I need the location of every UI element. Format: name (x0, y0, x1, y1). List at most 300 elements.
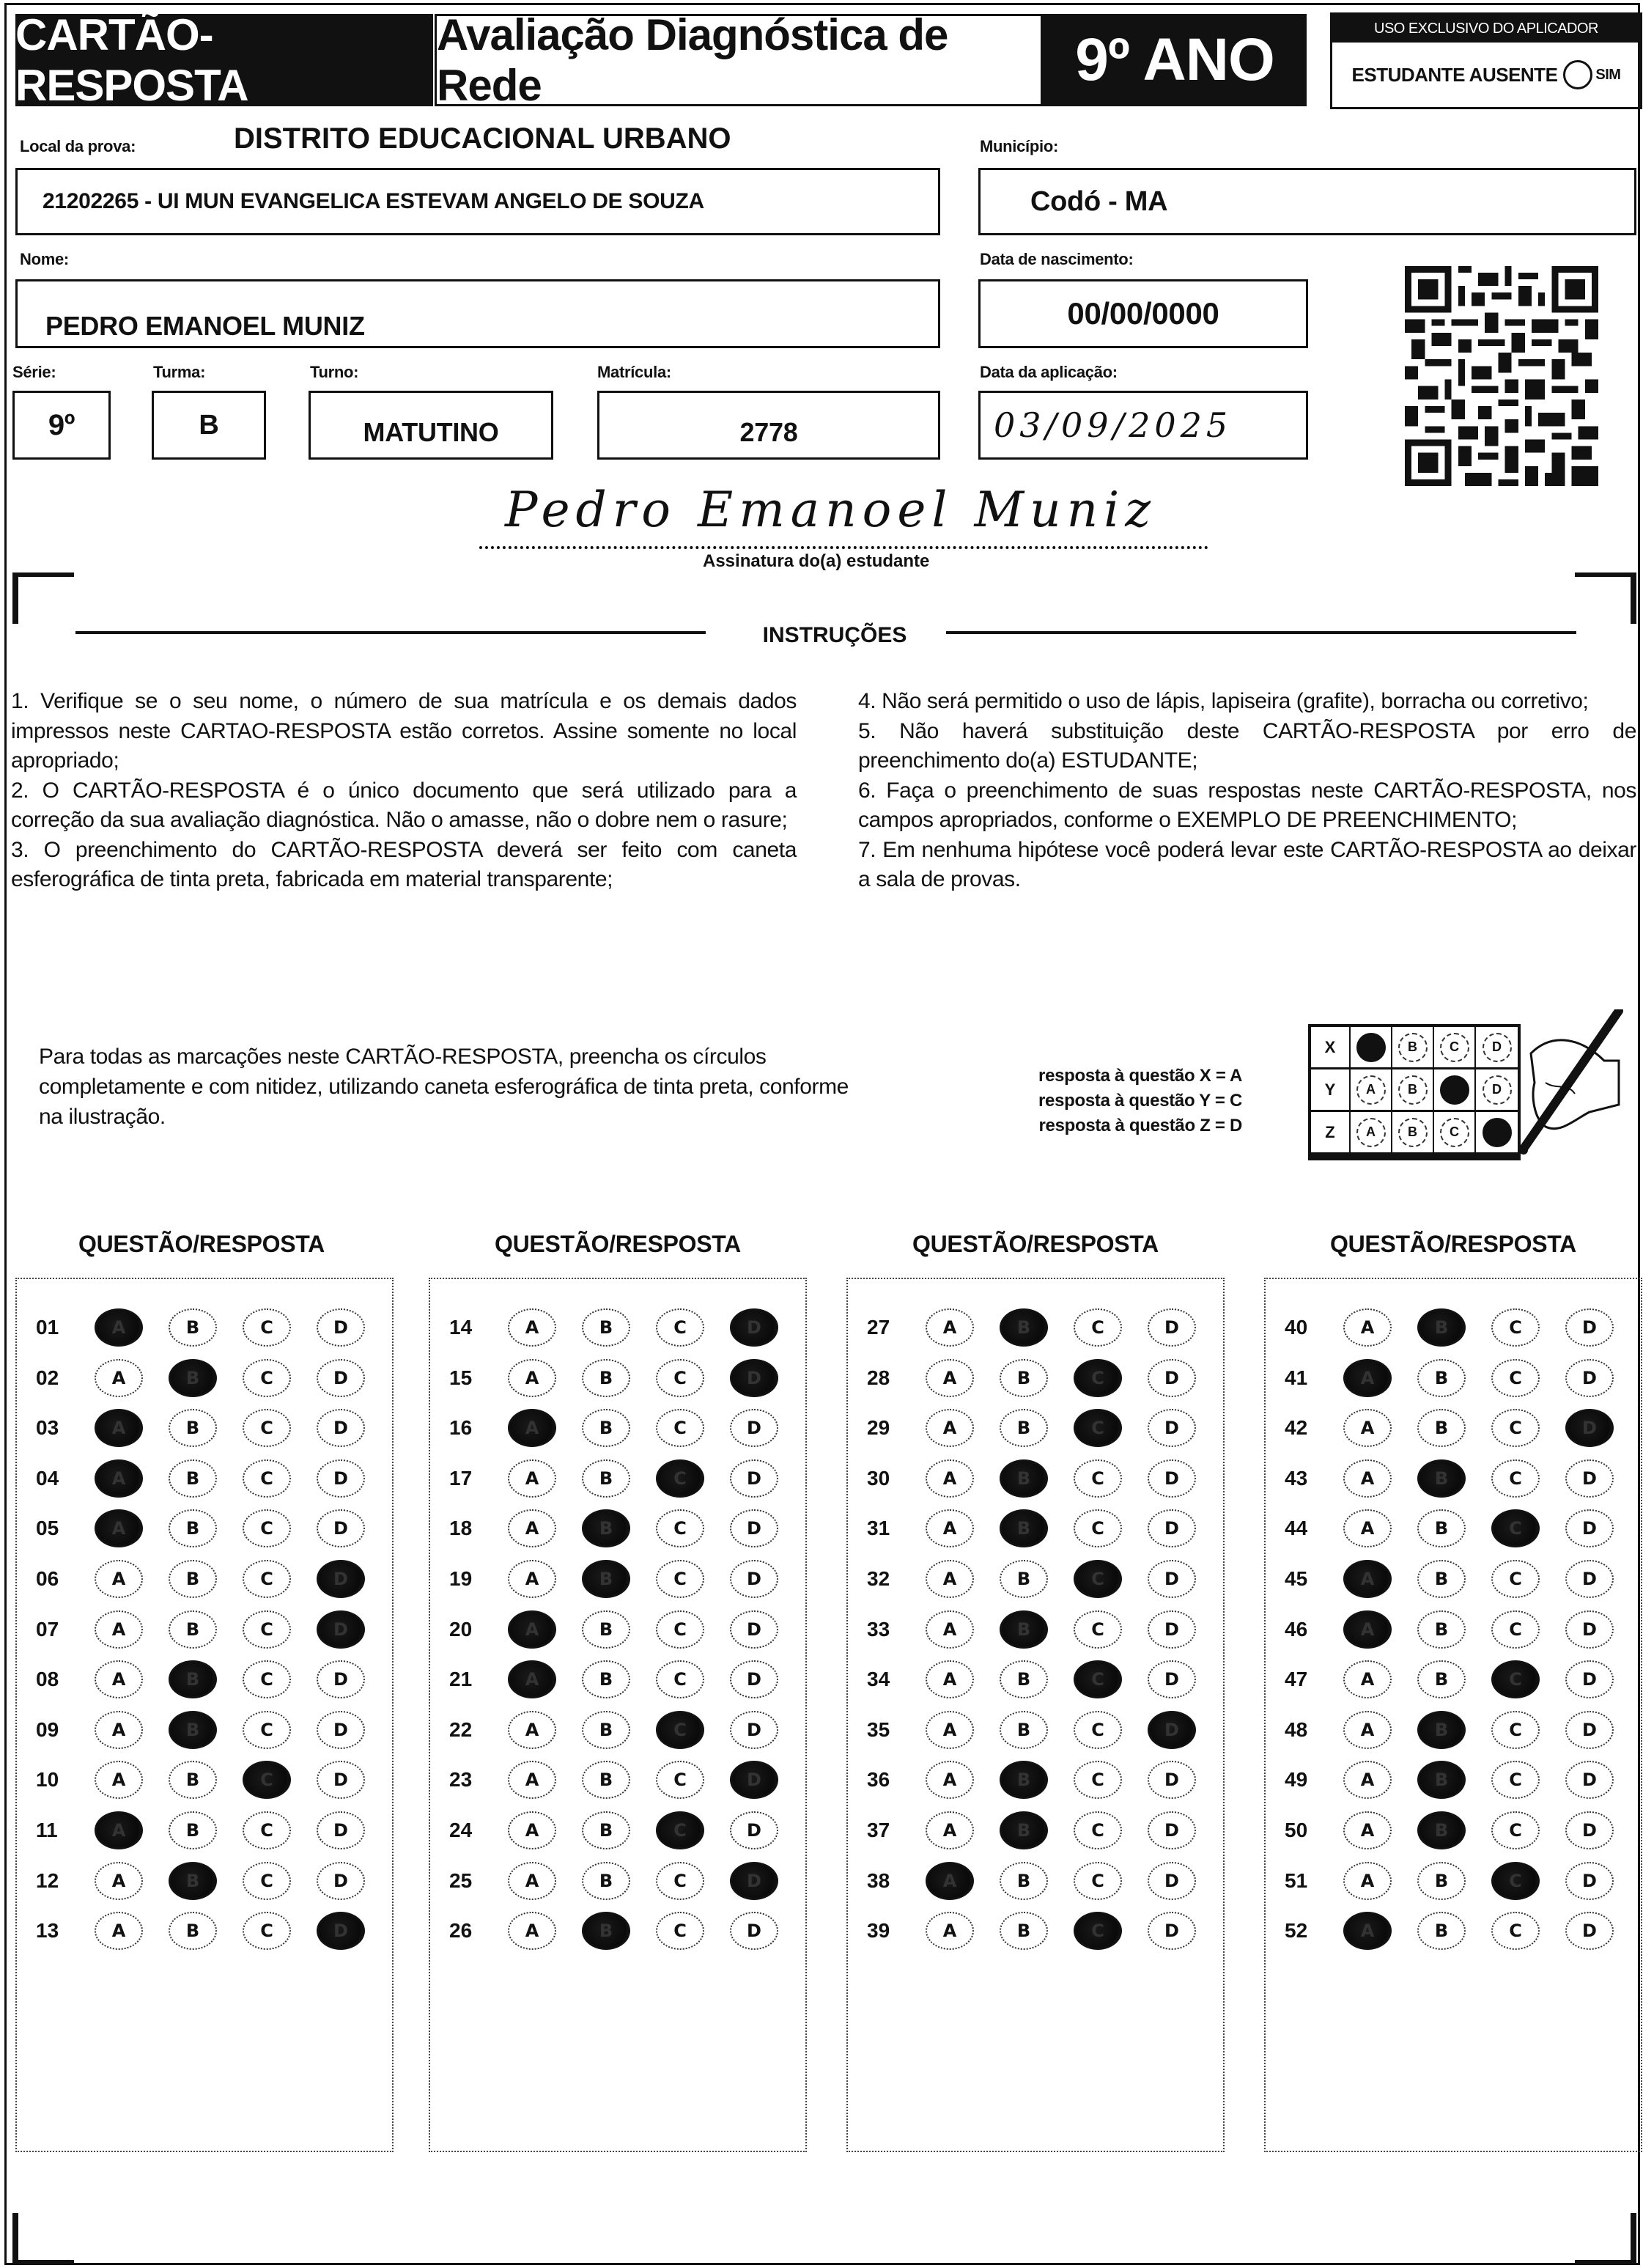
answer-bubble-b[interactable]: B (1000, 1912, 1048, 1950)
answer-bubble-d[interactable]: D (730, 1811, 778, 1849)
answer-bubble-b[interactable]: B (582, 1409, 630, 1447)
answer-bubble-a[interactable]: A (95, 1409, 143, 1447)
answer-bubble-c[interactable]: C (1491, 1409, 1540, 1447)
answer-bubble-b[interactable]: B (582, 1359, 630, 1397)
answer-bubble-a[interactable]: A (508, 1509, 556, 1547)
answer-bubble-a[interactable]: A (1343, 1509, 1392, 1547)
example-bubble: D (1483, 1075, 1512, 1105)
question-number: 34 (867, 1668, 890, 1691)
answer-bubble-b[interactable]: B (1417, 1459, 1466, 1498)
answer-bubble-c[interactable]: C (1491, 1711, 1540, 1749)
answer-bubble-a[interactable]: A (95, 1308, 143, 1347)
answer-bubble-d[interactable]: D (1565, 1761, 1614, 1799)
answer-bubble-d[interactable]: D (317, 1359, 365, 1397)
answer-bubble-b[interactable]: B (169, 1811, 217, 1849)
answer-bubble-a[interactable]: A (926, 1560, 974, 1598)
answer-bubble-d[interactable]: D (317, 1560, 365, 1598)
answer-bubble-c[interactable]: C (656, 1308, 704, 1347)
answer-bubble-b[interactable]: B (1000, 1610, 1048, 1649)
instructions-rule-left (75, 631, 706, 634)
answer-bubble-d[interactable]: D (1148, 1711, 1196, 1749)
answer-bubble-a[interactable]: A (95, 1761, 143, 1799)
question-number: 21 (449, 1668, 473, 1691)
instruction-item: 6. Faça o preenchimento de suas respostas neste CARTÃO-RESPOSTA, nos campos apropriados, conforme o EXEMPLO DE PREENCHIMENTO; (858, 778, 1636, 832)
instructions-left-column (11, 687, 797, 895)
answer-bubble-a[interactable]: A (508, 1308, 556, 1347)
answer-bubble-d[interactable]: D (317, 1459, 365, 1498)
answer-bubble-c[interactable]: C (1074, 1560, 1122, 1598)
example-legend-line: resposta à questão X = A (1038, 1066, 1243, 1086)
answer-bubble-d[interactable]: D (1148, 1912, 1196, 1950)
answer-bubble-c[interactable]: C (1491, 1509, 1540, 1547)
answer-bubble-d[interactable]: D (730, 1610, 778, 1649)
answer-bubble-d[interactable]: D (1565, 1811, 1614, 1849)
answer-bubble-c[interactable]: C (1074, 1912, 1122, 1950)
answer-bubble-d[interactable]: D (730, 1862, 778, 1900)
answer-bubble-c[interactable]: C (243, 1610, 291, 1649)
answer-bubble-b[interactable]: B (582, 1459, 630, 1498)
answer-bubble-a[interactable]: A (95, 1560, 143, 1598)
answer-bubble-c[interactable]: C (656, 1711, 704, 1749)
answer-bubble-a[interactable]: A (1343, 1660, 1392, 1698)
question-row (848, 1457, 1223, 1501)
answer-bubble-d[interactable]: D (1565, 1409, 1614, 1447)
answer-bubble-b[interactable]: B (169, 1560, 217, 1598)
question-row (848, 1506, 1223, 1550)
answer-bubble-b[interactable]: B (169, 1459, 217, 1498)
question-row (430, 1608, 805, 1652)
answer-bubble-a[interactable]: A (508, 1660, 556, 1698)
answer-bubble-a[interactable]: A (1343, 1308, 1392, 1347)
answer-bubble-c[interactable]: C (1074, 1811, 1122, 1849)
answer-bubble-b[interactable]: B (1000, 1660, 1048, 1698)
answer-bubble-c[interactable]: C (1491, 1912, 1540, 1950)
answer-bubble-d[interactable]: D (1148, 1459, 1196, 1498)
answer-bubble-c[interactable]: C (1074, 1761, 1122, 1799)
column-header: QUESTÃO/RESPOSTA (912, 1231, 1159, 1257)
answer-bubble-d[interactable]: D (317, 1862, 365, 1900)
answer-bubble-b[interactable]: B (1417, 1560, 1466, 1598)
answer-bubble-b[interactable]: B (1417, 1509, 1466, 1547)
answer-column-2 (429, 1278, 807, 2152)
answer-bubble-b[interactable]: B (1000, 1761, 1048, 1799)
answer-bubble-c[interactable]: C (243, 1409, 291, 1447)
answer-bubble-c[interactable]: C (243, 1509, 291, 1547)
example-bubble: B (1398, 1075, 1428, 1105)
serie-label: Série: (12, 363, 56, 381)
answer-bubble-c[interactable]: C (1491, 1811, 1540, 1849)
question-row (1266, 1758, 1641, 1802)
serie-field (12, 391, 111, 460)
answer-bubble-a[interactable]: A (95, 1660, 143, 1698)
answer-bubble-b[interactable]: B (1000, 1862, 1048, 1900)
nascimento-label: Data de nascimento: (980, 250, 1134, 268)
answer-bubble-d[interactable]: D (1565, 1660, 1614, 1698)
answer-bubble-c[interactable]: C (1074, 1711, 1122, 1749)
question-number: 07 (36, 1617, 59, 1641)
question-number: 37 (867, 1819, 890, 1841)
answer-bubble-d[interactable]: D (1148, 1862, 1196, 1900)
answer-bubble-b[interactable]: B (169, 1711, 217, 1749)
answer-bubble-c[interactable]: C (1491, 1660, 1540, 1698)
answer-bubble-a[interactable]: A (926, 1610, 974, 1649)
matricula-value: 2778 (739, 417, 798, 447)
answer-bubble-a[interactable]: A (926, 1409, 974, 1447)
answer-bubble-b[interactable]: B (1417, 1761, 1466, 1799)
answer-bubble-c[interactable]: C (1074, 1660, 1122, 1698)
answer-bubble-d[interactable]: D (1565, 1560, 1614, 1598)
answer-bubble-b[interactable]: B (1000, 1359, 1048, 1397)
question-row (430, 1909, 805, 1953)
answer-bubble-a[interactable]: A (508, 1610, 556, 1649)
turma-label: Turma: (153, 363, 206, 381)
instruction-item: 1. Verifique se o seu nome, o número de sua matrícula e os demais dados impressos neste CARTAO-RESPOSTA estão corretos. Assine somente no local apropriado; (11, 689, 797, 773)
question-number: 05 (36, 1517, 59, 1540)
signature-caption: Assinatura do(a) estudante (703, 551, 930, 571)
question-number: 27 (867, 1316, 890, 1339)
answer-bubble-a[interactable]: A (926, 1862, 974, 1900)
answer-bubble-c[interactable]: C (656, 1409, 704, 1447)
question-row (1266, 1506, 1641, 1550)
answer-bubble-b[interactable]: B (1417, 1811, 1466, 1849)
answer-bubble-b[interactable]: B (1000, 1509, 1048, 1547)
answer-bubble-b[interactable]: B (169, 1862, 217, 1900)
answer-bubble-d[interactable]: D (1148, 1660, 1196, 1698)
answer-bubble-c[interactable]: C (243, 1308, 291, 1347)
turno-field (309, 391, 553, 460)
answer-bubble-b[interactable]: B (169, 1509, 217, 1547)
signature-line[interactable] (479, 546, 1208, 549)
answer-bubble-b[interactable]: B (582, 1711, 630, 1749)
answer-bubble-a[interactable]: A (1343, 1409, 1392, 1447)
answer-bubble-a[interactable]: A (926, 1359, 974, 1397)
answer-bubble-b[interactable]: B (1417, 1359, 1466, 1397)
answer-bubble-a[interactable]: A (1343, 1761, 1392, 1799)
answer-bubble-b[interactable]: B (1000, 1711, 1048, 1749)
municipio-label: Município: (980, 137, 1058, 155)
instruction-item: 2. O CARTÃO-RESPOSTA é o único documento que será utilizado para a correção da sua avaliação diagnóstica. Não o amasse, não o dobre nem o rasure; (11, 778, 797, 832)
answer-bubble-c[interactable]: C (1491, 1560, 1540, 1598)
answer-bubble-b[interactable]: B (582, 1509, 630, 1547)
answer-bubble-a[interactable]: A (926, 1912, 974, 1950)
answer-bubble-a[interactable]: A (95, 1610, 143, 1649)
question-number: 08 (36, 1668, 59, 1691)
question-number: 51 (1285, 1868, 1308, 1892)
question-number: 47 (1285, 1668, 1308, 1691)
answer-bubble-d[interactable]: D (317, 1660, 365, 1698)
answer-bubble-c[interactable]: C (243, 1811, 291, 1849)
local-label: Local da prova: (20, 137, 136, 155)
question-number: 29 (867, 1416, 890, 1440)
answer-bubble-a[interactable]: A (926, 1660, 974, 1698)
answer-bubble-b[interactable]: B (169, 1409, 217, 1447)
answer-bubble-a[interactable]: A (508, 1761, 556, 1799)
fill-instructions: Para todas as marcações neste CARTÃO-RESPOSTA, preencha os círculos completamente e com nitidez, utilizando caneta esferográfica de tinta preta, conforme na ilustração. (39, 1045, 849, 1129)
question-number: 11 (36, 1819, 58, 1841)
answer-bubble-c[interactable]: C (1074, 1308, 1122, 1347)
answer-bubble-d[interactable]: D (317, 1912, 365, 1950)
question-row (848, 1657, 1223, 1701)
answer-bubble-c[interactable]: C (243, 1660, 291, 1698)
answer-bubble-d[interactable]: D (1565, 1509, 1614, 1547)
answer-bubble-b[interactable]: B (169, 1761, 217, 1799)
answer-bubble-d[interactable]: D (730, 1459, 778, 1498)
answer-bubble-a[interactable]: A (1343, 1912, 1392, 1950)
question-row (848, 1406, 1223, 1450)
answer-bubble-d[interactable]: D (1148, 1761, 1196, 1799)
answer-bubble-b[interactable]: B (1417, 1711, 1466, 1749)
answer-bubble-c[interactable]: C (1491, 1610, 1540, 1649)
question-number: 13 (36, 1919, 59, 1943)
answer-column-3 (846, 1278, 1225, 2152)
answer-bubble-d[interactable]: D (1565, 1459, 1614, 1498)
answer-bubble-b[interactable]: B (582, 1308, 630, 1347)
answer-bubble-b[interactable]: B (582, 1560, 630, 1598)
answer-bubble-d[interactable]: D (1148, 1509, 1196, 1547)
answer-bubble-a[interactable]: A (95, 1359, 143, 1397)
answer-bubble-b[interactable]: B (582, 1660, 630, 1698)
answer-bubble-c[interactable]: C (1074, 1409, 1122, 1447)
answer-bubble-d[interactable]: D (730, 1308, 778, 1347)
example-bubble (1356, 1033, 1386, 1062)
answer-bubble-a[interactable]: A (508, 1459, 556, 1498)
question-number: 24 (449, 1819, 473, 1841)
answer-bubble-d[interactable]: D (1565, 1862, 1614, 1900)
answer-bubble-c[interactable]: C (1074, 1862, 1122, 1900)
answer-bubble-d[interactable]: D (730, 1509, 778, 1547)
answer-bubble-a[interactable]: A (926, 1308, 974, 1347)
example-cell (1392, 1069, 1434, 1112)
question-row (17, 1808, 392, 1852)
answer-bubble-c[interactable]: C (656, 1862, 704, 1900)
answer-bubble-a[interactable]: A (1343, 1711, 1392, 1749)
answer-bubble-c[interactable]: C (656, 1912, 704, 1950)
question-number: 19 (449, 1567, 473, 1590)
answer-bubble-a[interactable]: A (926, 1811, 974, 1849)
answer-bubble-c[interactable]: C (1074, 1459, 1122, 1498)
question-row (17, 1406, 392, 1450)
absent-student-field (1332, 43, 1640, 107)
answer-bubble-d[interactable]: D (317, 1509, 365, 1547)
answer-bubble-d[interactable]: D (317, 1761, 365, 1799)
answer-bubble-b[interactable]: B (1000, 1308, 1048, 1347)
example-legend-line: resposta à questão Z = D (1038, 1116, 1243, 1135)
answer-bubble-c[interactable]: C (1491, 1862, 1540, 1900)
aplicacao-field[interactable] (978, 391, 1308, 460)
answer-bubble-d[interactable]: D (730, 1660, 778, 1698)
answer-column-4 (1264, 1278, 1642, 2152)
answer-bubble-c[interactable]: C (656, 1459, 704, 1498)
corner-mark-bottom-right (1575, 2260, 1636, 2264)
answer-bubble-b[interactable]: B (1000, 1560, 1048, 1598)
answer-bubble-c[interactable]: C (1074, 1359, 1122, 1397)
answer-bubble-a[interactable]: A (508, 1359, 556, 1397)
answer-bubble-d[interactable]: D (1565, 1912, 1614, 1950)
answer-bubble-c[interactable]: C (243, 1560, 291, 1598)
question-row (1266, 1657, 1641, 1701)
example-bubble: B (1398, 1118, 1428, 1147)
answer-bubble-a[interactable]: A (1343, 1459, 1392, 1498)
answer-bubble-c[interactable]: C (243, 1912, 291, 1950)
applicator-box (1330, 12, 1642, 109)
question-number: 01 (36, 1316, 59, 1339)
answer-bubble-c[interactable]: C (243, 1862, 291, 1900)
question-number: 20 (449, 1617, 473, 1641)
answer-bubble-a[interactable]: A (95, 1711, 143, 1749)
answer-bubble-b[interactable]: B (1000, 1459, 1048, 1498)
answer-bubble-b[interactable]: B (169, 1610, 217, 1649)
instructions-title: INSTRUÇÕES (762, 623, 907, 647)
answer-bubble-d[interactable]: D (730, 1711, 778, 1749)
question-row (17, 1457, 392, 1501)
answer-bubble-c[interactable]: C (243, 1711, 291, 1749)
answer-bubble-c[interactable]: C (656, 1560, 704, 1598)
question-row (848, 1306, 1223, 1350)
example-row-label: X (1311, 1027, 1351, 1069)
answer-bubble-d[interactable]: D (317, 1811, 365, 1849)
question-row (17, 1909, 392, 1953)
question-number: 48 (1285, 1717, 1308, 1741)
answer-bubble-c[interactable]: C (1491, 1359, 1540, 1397)
answer-bubble-b[interactable]: B (1000, 1409, 1048, 1447)
answer-bubble-d[interactable]: D (317, 1610, 365, 1649)
answer-bubble-c[interactable]: C (1491, 1308, 1540, 1347)
answer-bubble-d[interactable]: D (1565, 1359, 1614, 1397)
answer-bubble-d[interactable]: D (317, 1409, 365, 1447)
answer-bubble-b[interactable]: B (169, 1912, 217, 1950)
answer-bubble-c[interactable]: C (1074, 1610, 1122, 1649)
corner-mark-bottom-left (12, 2260, 74, 2264)
answer-bubble-d[interactable]: D (1148, 1610, 1196, 1649)
absent-option-label: SIM (1595, 66, 1621, 83)
example-fill-grid (1308, 1024, 1521, 1160)
question-row (430, 1859, 805, 1903)
answer-bubble-a[interactable]: A (926, 1761, 974, 1799)
answer-bubble-d[interactable]: D (1148, 1560, 1196, 1598)
answer-bubble-a[interactable]: A (1343, 1560, 1392, 1598)
answer-bubble-d[interactable]: D (1148, 1409, 1196, 1447)
answer-bubble-c[interactable]: C (656, 1761, 704, 1799)
answer-bubble-c[interactable]: C (656, 1811, 704, 1849)
question-number: 15 (449, 1366, 473, 1389)
answer-bubble-a[interactable]: A (508, 1409, 556, 1447)
answer-bubble-b[interactable]: B (1417, 1409, 1466, 1447)
answer-bubble-b[interactable]: B (169, 1359, 217, 1397)
answer-bubble-a[interactable]: A (95, 1862, 143, 1900)
answer-bubble-d[interactable]: D (730, 1560, 778, 1598)
answer-bubble-a[interactable]: A (95, 1811, 143, 1849)
answer-bubble-a[interactable]: A (926, 1509, 974, 1547)
question-number: 39 (867, 1919, 890, 1943)
answer-bubble-d[interactable]: D (730, 1761, 778, 1799)
question-row (430, 1657, 805, 1701)
answer-bubble-a[interactable]: A (95, 1459, 143, 1498)
answer-bubble-c[interactable]: C (1074, 1509, 1122, 1547)
answer-bubble-a[interactable]: A (1343, 1610, 1392, 1649)
district-name: DISTRITO EDUCACIONAL URBANO (234, 122, 731, 155)
matricula-field (597, 391, 940, 460)
answer-bubble-c[interactable]: C (656, 1660, 704, 1698)
answer-bubble-d[interactable]: D (730, 1912, 778, 1950)
answer-bubble-d[interactable]: D (1148, 1308, 1196, 1347)
answer-bubble-b[interactable]: B (1417, 1912, 1466, 1950)
answer-bubble-a[interactable]: A (508, 1862, 556, 1900)
answer-bubble-b[interactable]: B (582, 1761, 630, 1799)
answer-bubble-d[interactable]: D (730, 1409, 778, 1447)
answer-bubble-d[interactable]: D (1565, 1308, 1614, 1347)
absent-radio[interactable] (1563, 60, 1592, 89)
example-legend-line: resposta à questão Y = C (1038, 1091, 1243, 1111)
answer-bubble-c[interactable]: C (243, 1359, 291, 1397)
answer-bubble-a[interactable]: A (926, 1459, 974, 1498)
answer-bubble-b[interactable]: B (582, 1610, 630, 1649)
answer-bubble-b[interactable]: B (1417, 1660, 1466, 1698)
answer-bubble-b[interactable]: B (1417, 1862, 1466, 1900)
answer-bubble-b[interactable]: B (1000, 1811, 1048, 1849)
answer-bubble-b[interactable]: B (1417, 1610, 1466, 1649)
corner-mark-bottom-left-v (12, 2213, 18, 2264)
question-number: 06 (36, 1567, 59, 1590)
example-cell (1351, 1027, 1392, 1069)
answer-bubble-d[interactable]: D (730, 1359, 778, 1397)
answer-bubble-c[interactable]: C (1491, 1761, 1540, 1799)
column-header: QUESTÃO/RESPOSTA (1330, 1231, 1576, 1257)
answer-bubble-d[interactable]: D (317, 1711, 365, 1749)
answer-bubble-a[interactable]: A (508, 1811, 556, 1849)
question-row (1266, 1306, 1641, 1350)
answer-bubble-a[interactable]: A (508, 1912, 556, 1950)
question-number: 12 (36, 1868, 59, 1892)
answer-bubble-a[interactable]: A (508, 1711, 556, 1749)
answer-bubble-c[interactable]: C (243, 1761, 291, 1799)
answer-bubble-b[interactable]: B (169, 1308, 217, 1347)
nome-field (15, 279, 940, 348)
answer-bubble-a[interactable]: A (95, 1509, 143, 1547)
answer-bubble-b[interactable]: B (582, 1912, 630, 1950)
example-cell (1351, 1112, 1392, 1155)
answer-bubble-c[interactable]: C (656, 1359, 704, 1397)
question-row (848, 1356, 1223, 1400)
column-header: QUESTÃO/RESPOSTA (495, 1231, 741, 1257)
answer-bubble-a[interactable]: A (95, 1912, 143, 1950)
answer-bubble-b[interactable]: B (169, 1660, 217, 1698)
answer-bubble-b[interactable]: B (1417, 1308, 1466, 1347)
answer-bubble-b[interactable]: B (582, 1862, 630, 1900)
answer-bubble-c[interactable]: C (1491, 1459, 1540, 1498)
answer-bubble-a[interactable]: A (926, 1711, 974, 1749)
corner-mark-top-right-v (1631, 572, 1636, 624)
answer-bubble-a[interactable]: A (1343, 1359, 1392, 1397)
grade-badge: 9º ANO (1043, 14, 1307, 106)
answer-bubble-a[interactable]: A (1343, 1862, 1392, 1900)
answer-bubble-b[interactable]: B (582, 1811, 630, 1849)
answer-bubble-a[interactable]: A (508, 1560, 556, 1598)
question-row (17, 1557, 392, 1601)
example-bubble: A (1356, 1118, 1386, 1147)
answer-bubble-d[interactable]: D (317, 1308, 365, 1347)
answer-bubble-c[interactable]: C (243, 1459, 291, 1498)
answer-bubble-d[interactable]: D (1148, 1811, 1196, 1849)
question-row (848, 1909, 1223, 1953)
answer-bubble-c[interactable]: C (656, 1509, 704, 1547)
answer-bubble-a[interactable]: A (1343, 1811, 1392, 1849)
question-row (848, 1608, 1223, 1652)
answer-bubble-d[interactable]: D (1565, 1711, 1614, 1749)
answer-bubble-c[interactable]: C (656, 1610, 704, 1649)
answer-bubble-d[interactable]: D (1148, 1359, 1196, 1397)
answer-bubble-d[interactable]: D (1565, 1610, 1614, 1649)
question-row (848, 1758, 1223, 1802)
